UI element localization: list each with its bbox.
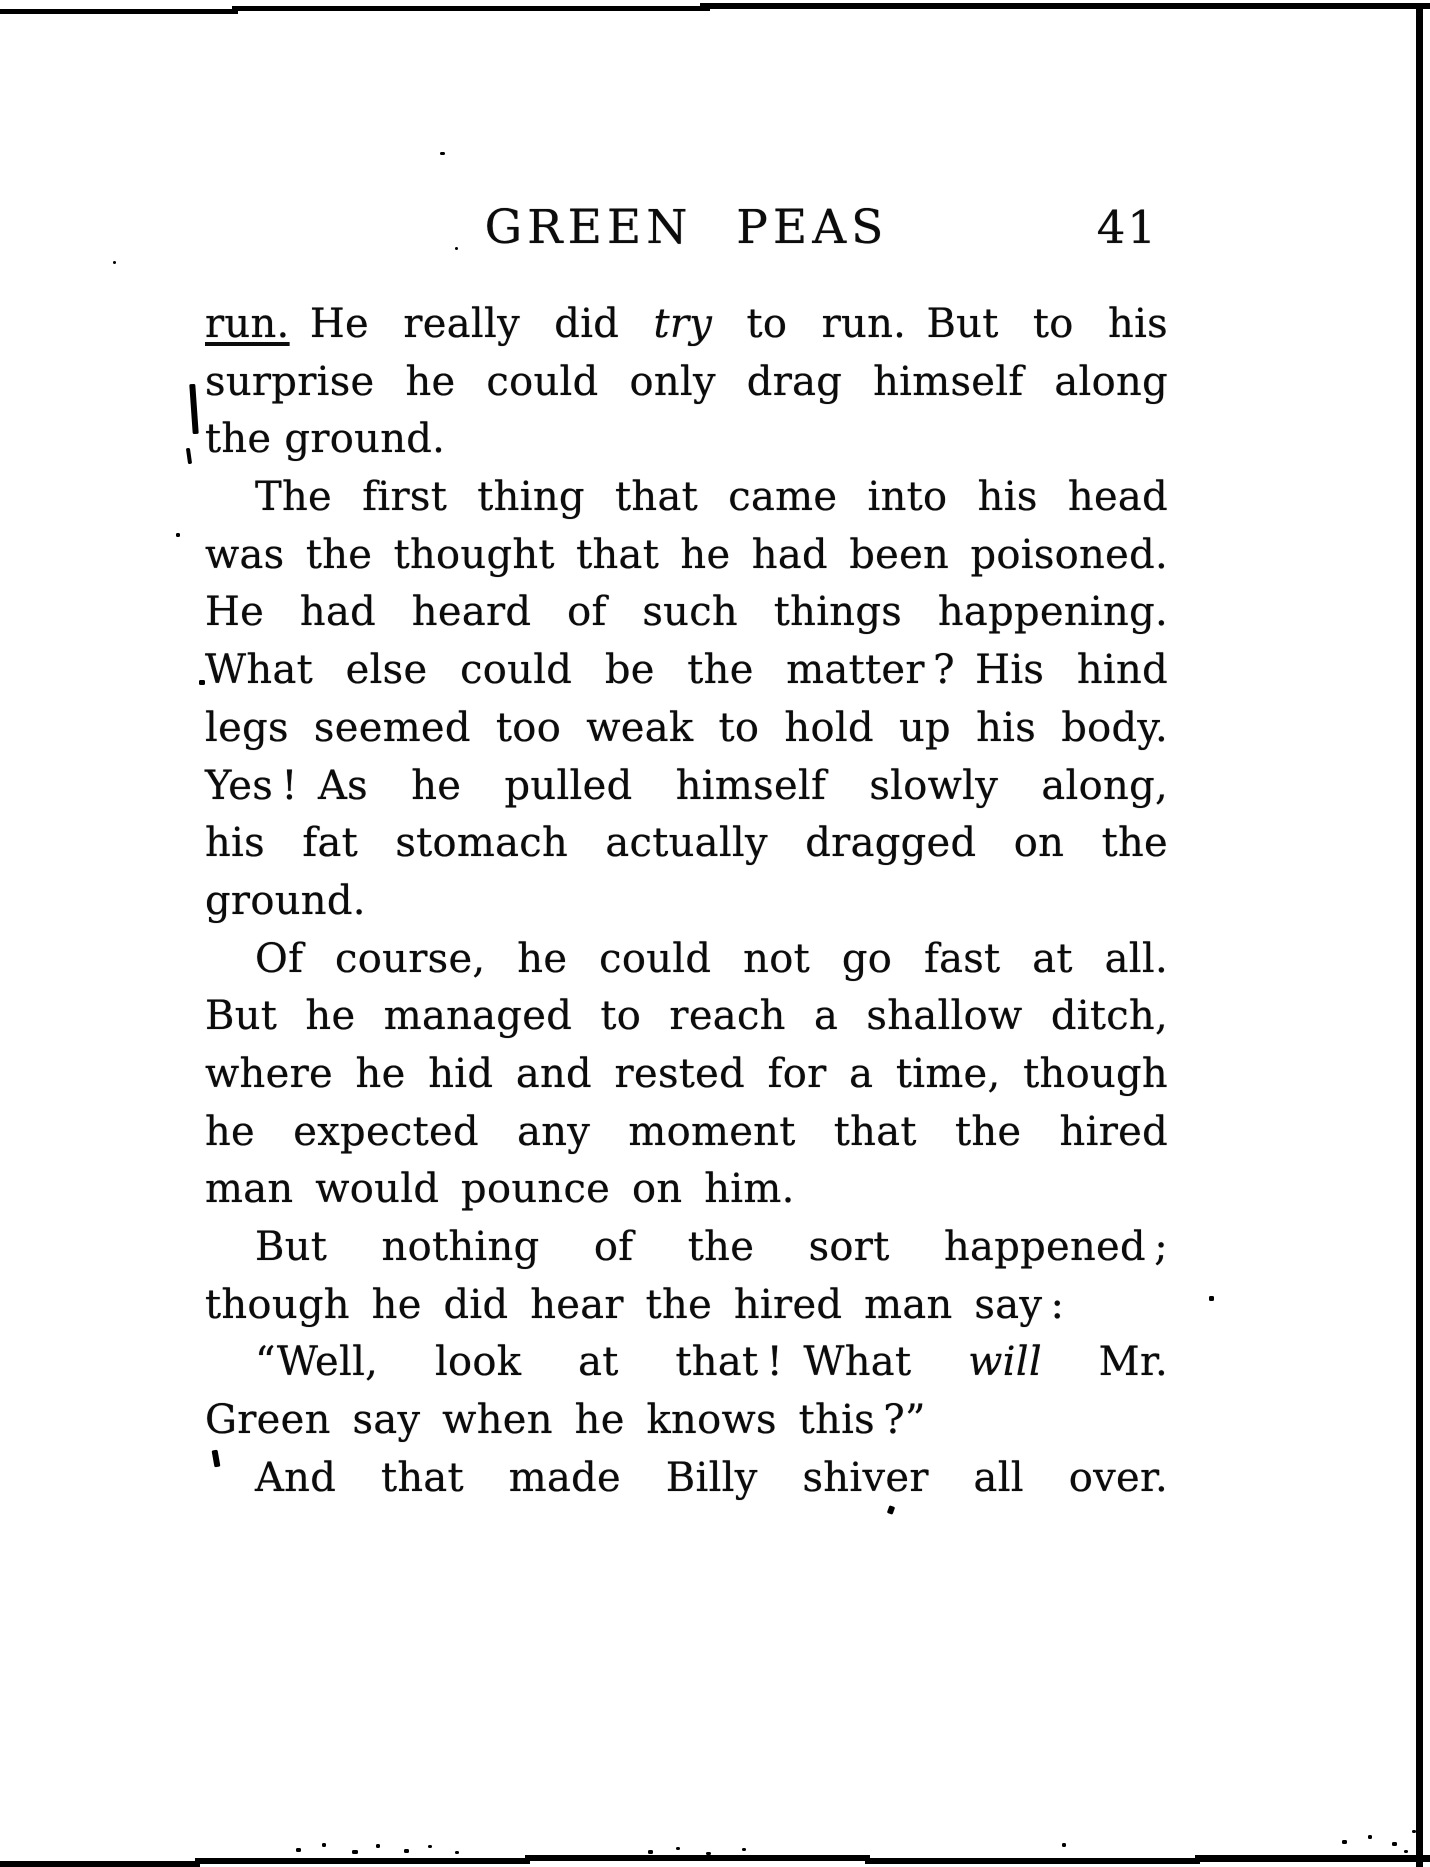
ink-speck: [706, 1852, 711, 1855]
text-line: He had heard of such things happening.: [205, 589, 1168, 636]
ink-speck: [176, 533, 180, 537]
text-line: he expected any moment that the hired: [205, 1108, 1168, 1155]
text-line: But nothing of the sort happened ;: [255, 1224, 1168, 1270]
scan-border-bottom: [195, 1858, 530, 1864]
text-line: The first thing that came into his head: [255, 474, 1168, 521]
ink-speck: [1062, 1843, 1066, 1847]
body-text: [205, 296, 1168, 1507]
text-line: where he hid and rested for a time, though: [205, 1050, 1168, 1097]
ink-speck: [1209, 1296, 1214, 1301]
text-line: the ground.: [205, 416, 446, 463]
ink-speck: [199, 680, 205, 685]
ink-speck: [742, 1848, 746, 1851]
ink-speck: [186, 448, 192, 464]
ink-speck: [352, 1850, 358, 1854]
ink-speck: [676, 1847, 680, 1850]
ink-speck: [322, 1843, 326, 1847]
ink-speck: [428, 1845, 432, 1848]
scan-border-bottom: [865, 1858, 1200, 1864]
ink-speck: [376, 1844, 380, 1848]
scan-border-bottom: [1195, 1855, 1430, 1862]
scan-border-top: [232, 6, 710, 11]
text-line: But he managed to reach a shallow ditch,: [205, 993, 1168, 1040]
ink-speck: [455, 1851, 459, 1854]
text-line: “Well, look at that ! What will Mr.: [255, 1339, 1168, 1386]
text-line: though he did hear the hired man say :: [205, 1281, 1065, 1328]
text-line: Yes ! As he pulled himself slowly along,: [205, 762, 1168, 809]
scan-border-bottom: [0, 1861, 200, 1867]
scan-border-top: [0, 9, 238, 14]
ink-speck: [1342, 1840, 1347, 1844]
text-line: Green say when he knows this ?”: [205, 1397, 926, 1444]
ink-speck: [1404, 1850, 1408, 1853]
text-line: surprise he could only drag himself along: [205, 358, 1168, 405]
text-line: was the thought that he had been poisoned.: [205, 531, 1168, 578]
scan-border-top: [700, 3, 1430, 9]
text-line: run. He really did try to run. But to his: [205, 301, 1168, 347]
page-number: 41: [1096, 201, 1158, 254]
ink-speck: [440, 152, 445, 155]
text-line: And that made Billy shiver all over.: [255, 1454, 1168, 1501]
ink-speck: [887, 1505, 895, 1515]
ink-speck: [404, 1849, 409, 1853]
scan-border-bottom: [525, 1855, 870, 1861]
text-line: ground.: [205, 877, 366, 924]
text-line: Of course, he could not go fast at all.: [255, 935, 1168, 982]
ink-speck: [189, 384, 198, 434]
text-line: man would pounce on him.: [205, 1166, 795, 1213]
text-line: his fat stomach actually dragged on the: [205, 820, 1168, 867]
ink-speck: [1368, 1835, 1372, 1839]
ink-speck: [648, 1850, 653, 1854]
ink-speck: [113, 261, 116, 264]
ink-speck: [455, 247, 458, 250]
ink-speck: [1392, 1842, 1397, 1846]
ink-speck: [1412, 1830, 1416, 1833]
text-line: What else could be the matter ? His hind: [205, 647, 1168, 694]
page-title: GREEN PEAS: [484, 200, 889, 255]
ink-speck: [296, 1848, 301, 1852]
text-line: legs seemed too weak to hold up his body.: [205, 704, 1168, 751]
scan-border-right: [1416, 6, 1423, 1867]
running-header: [205, 200, 1168, 256]
